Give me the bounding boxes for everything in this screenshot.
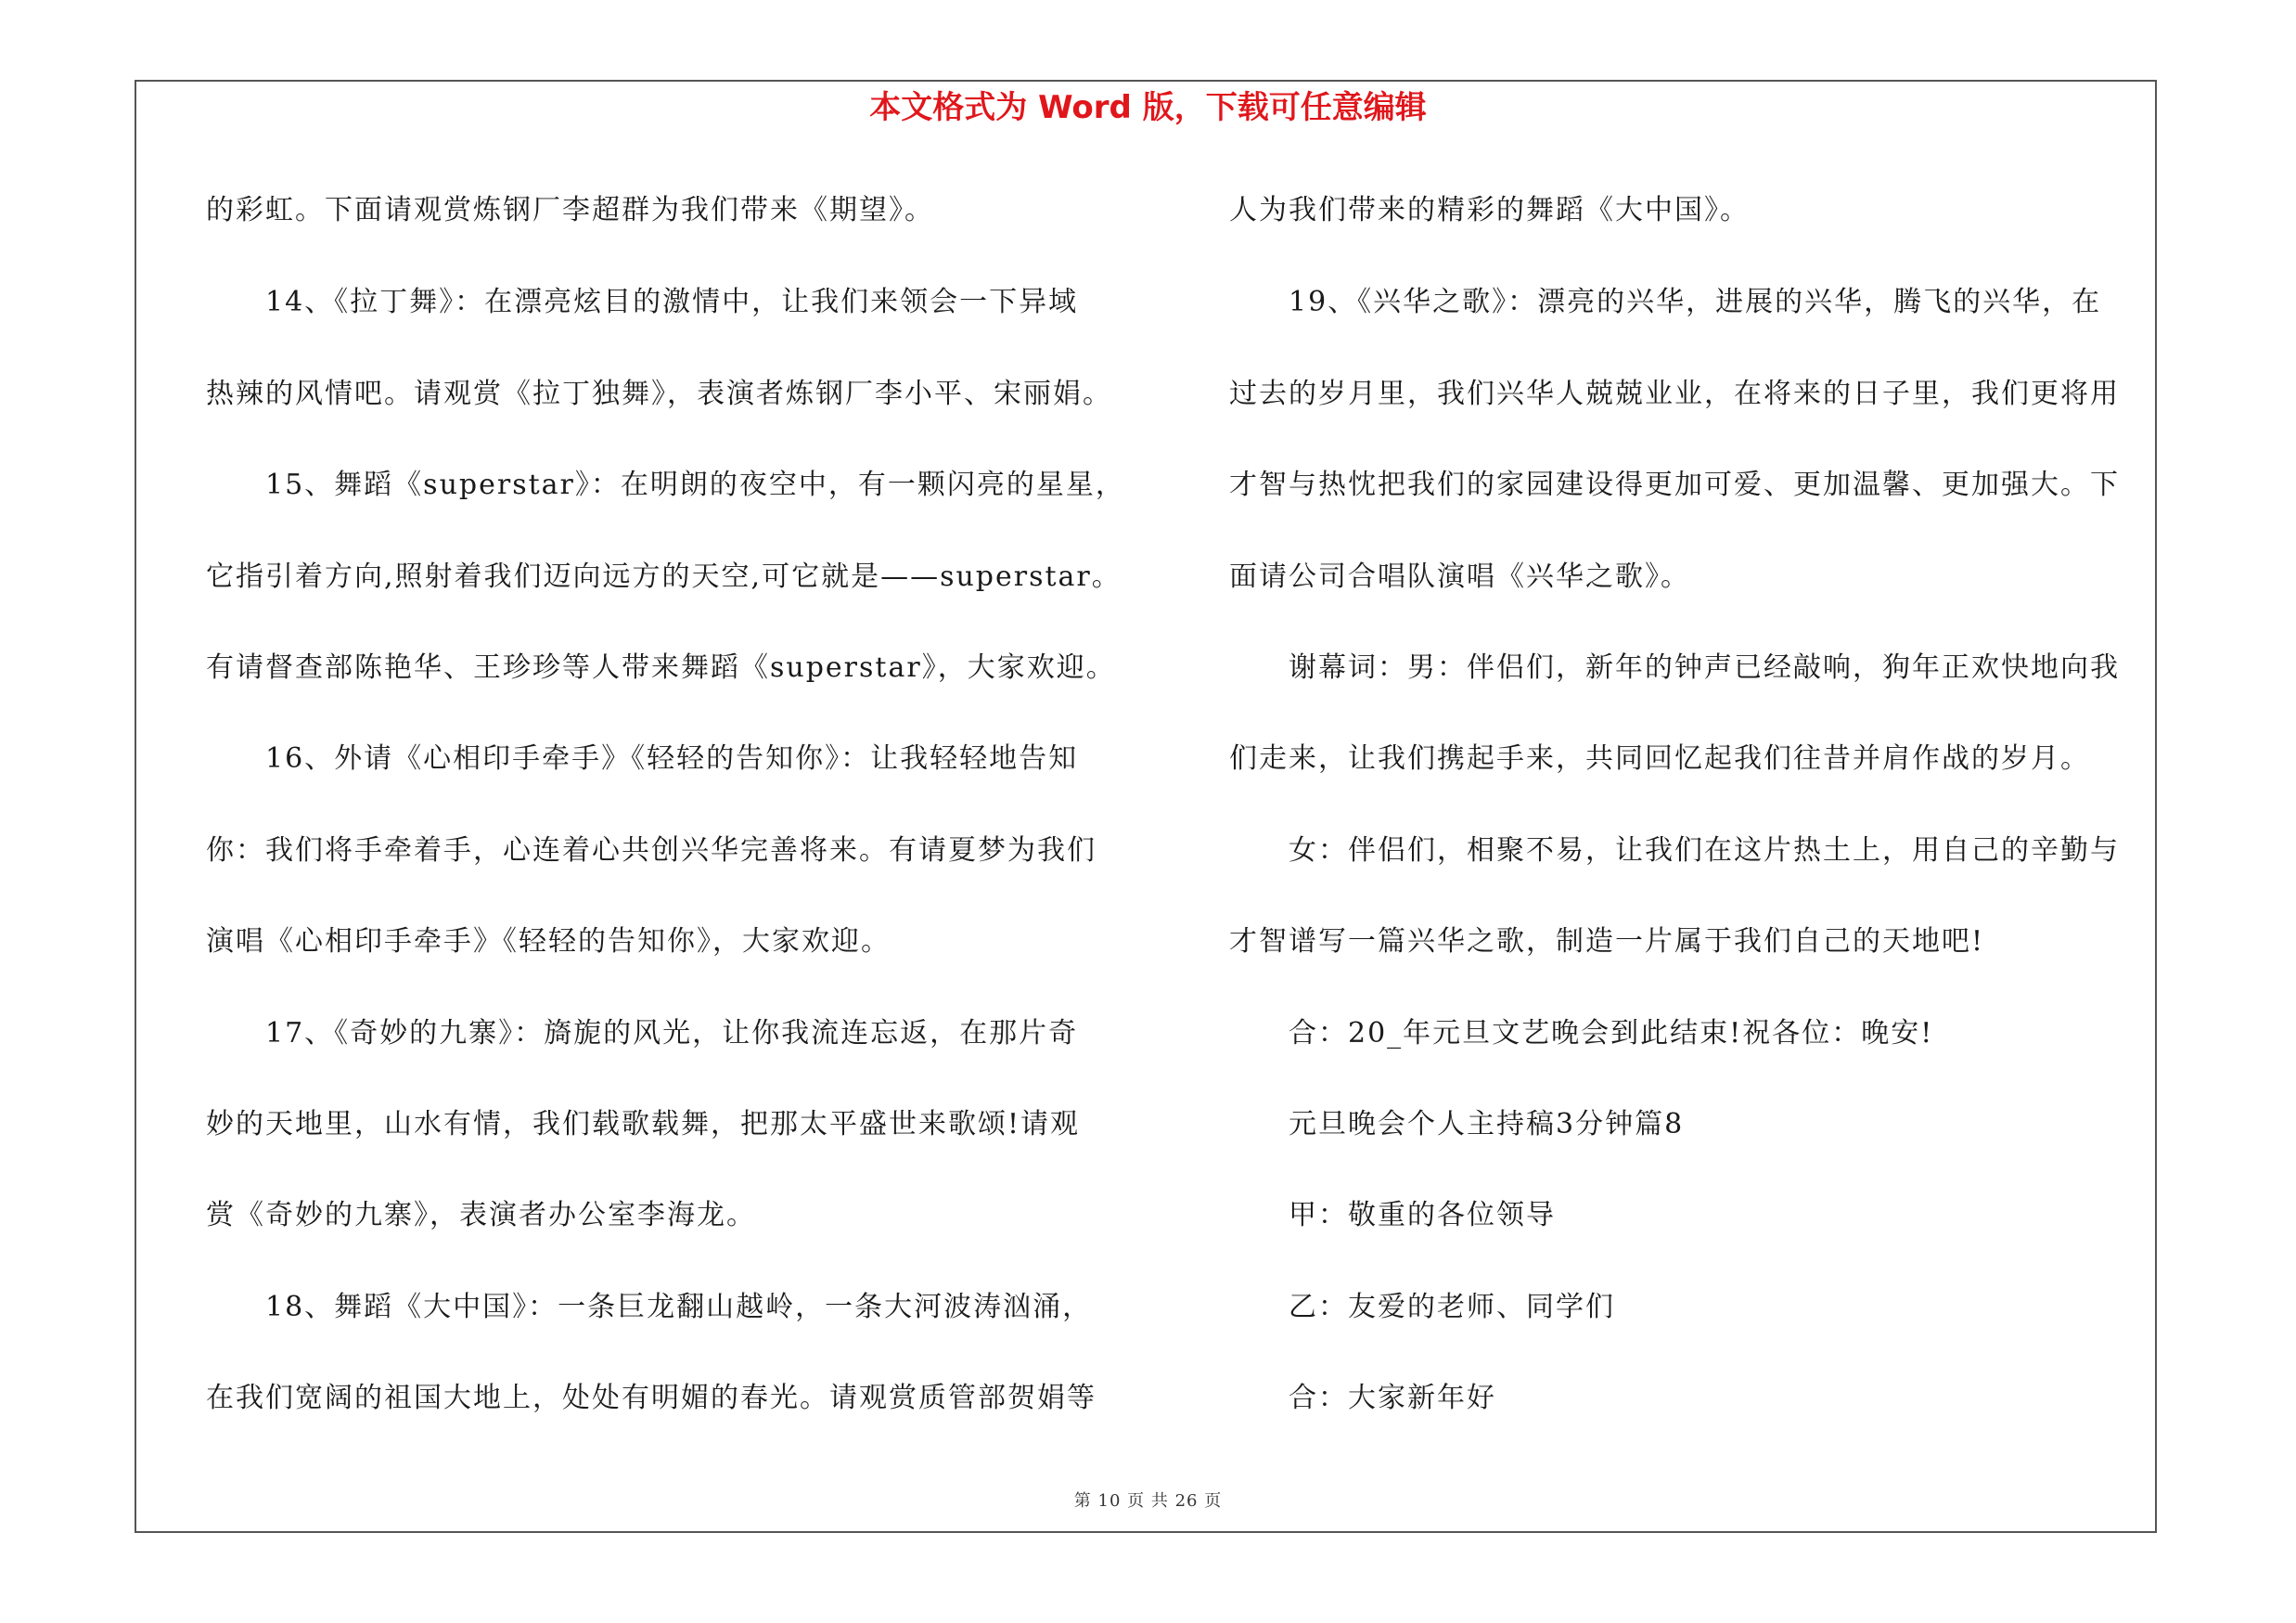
text-line: 人为我们带来的精彩的舞蹈《大中国》。 xyxy=(1229,194,1750,226)
page-number-footer: 第 10 页 共 26 页 xyxy=(1073,1491,1223,1511)
text-line: 17、《奇妙的九寨》：旖旎的风光，让你我流连忘返，在那片奇 xyxy=(265,1017,1079,1050)
text-line: 合：20_年元旦文艺晚会到此结束!祝各位：晚安! xyxy=(1289,1017,1934,1050)
text-line: 有请督查部陈艳华、王珍珍等人带来舞蹈《superstar》，大家欢迎。 xyxy=(206,651,1116,684)
text-line: 演唱《心相印手牵手》《轻轻的告知你》，大家欢迎。 xyxy=(206,925,891,958)
text-line: 乙：友爱的老师、同学们 xyxy=(1289,1291,1615,1323)
text-line: 才智谱写一篇兴华之歌，制造一片属于我们自己的天地吧! xyxy=(1229,925,1985,958)
text-line: 女：伴侣们，相聚不易，让我们在这片热土上，用自己的辛勤与 xyxy=(1289,834,2120,867)
text-line: 它指引着方向,照射着我们迈向远方的天空,可它就是——superstar。 xyxy=(206,560,1122,593)
text-line: 妙的天地里，山水有情，我们载歌载舞，把那太平盛世来歌颂!请观 xyxy=(206,1108,1081,1140)
text-line: 15、舞蹈《superstar》：在明朗的夜空中，有一颗闪亮的星星， xyxy=(265,469,1125,501)
text-line: 在我们宽阔的祖国大地上，处处有明媚的春光。请观赏质管部贺娟等 xyxy=(206,1382,1097,1414)
text-line: 元旦晚会个人主持稿3分钟篇8 xyxy=(1289,1108,1685,1140)
text-line: 甲：敬重的各位领导 xyxy=(1289,1199,1556,1231)
text-line: 谢幕词：男：伴侣们，新年的钟声已经敲响，狗年正欢快地向我 xyxy=(1289,651,2120,684)
word-format-banner: 本文格式为 Word 版，下载可任意编辑 xyxy=(869,89,1427,126)
text-line: 18、舞蹈《大中国》：一条巨龙翻山越岭，一条大河波涛汹涌， xyxy=(265,1291,1093,1323)
text-line: 的彩虹。下面请观赏炼钢厂李超群为我们带来《期望》。 xyxy=(206,194,934,226)
text-line: 赏《奇妙的九寨》，表演者办公室李海龙。 xyxy=(206,1199,756,1231)
text-line: 面请公司合唱队演唱《兴华之歌》。 xyxy=(1229,560,1690,593)
text-line: 14、《拉丁舞》：在漂亮炫目的激情中，让我们来领会一下异域 xyxy=(265,286,1079,318)
text-line: 你：我们将手牵着手，心连着心共创兴华完善将来。有请夏梦为我们 xyxy=(206,834,1097,867)
text-line: 热辣的风情吧。请观赏《拉丁独舞》，表演者炼钢厂李小平、宋丽娟。 xyxy=(206,378,1112,410)
text-line: 19、《兴华之歌》：漂亮的兴华，进展的兴华，腾飞的兴华，在 xyxy=(1289,286,2102,318)
text-line: 合：大家新年好 xyxy=(1289,1382,1496,1414)
text-line: 16、外请《心相印手牵手》《轻轻的告知你》：让我轻轻地告知 xyxy=(265,742,1079,775)
text-line: 过去的岁月里，我们兴华人兢兢业业，在将来的日子里，我们更将用 xyxy=(1229,378,2120,410)
text-line: 们走来，让我们携起手来，共同回忆起我们往昔并肩作战的岁月。 xyxy=(1229,742,2090,775)
text-line: 才智与热忱把我们的家园建设得更加可爱、更加温馨、更加强大。下 xyxy=(1229,469,2120,501)
